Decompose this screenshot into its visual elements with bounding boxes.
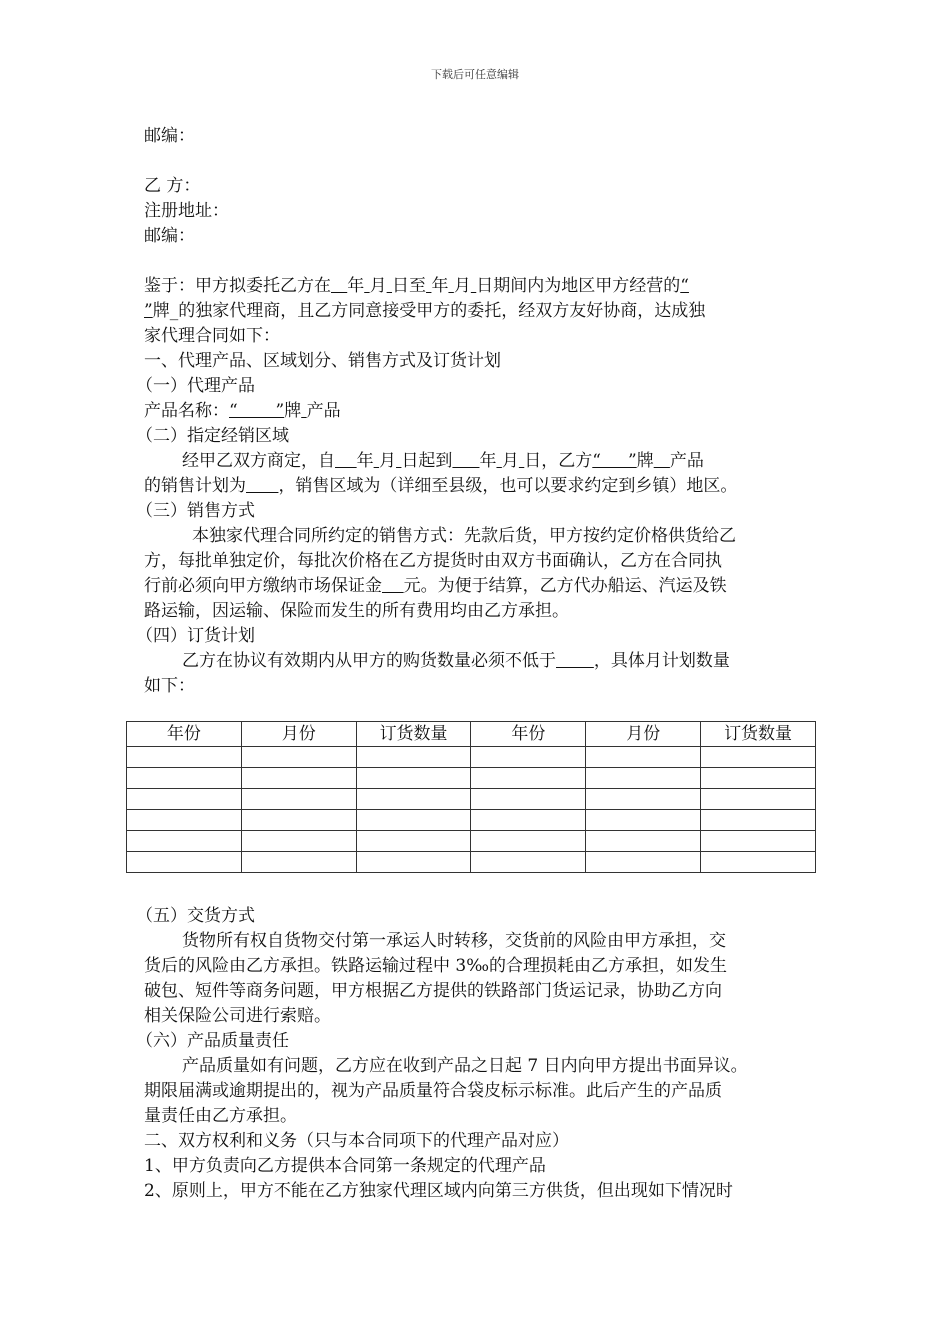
table-row: [127, 810, 816, 831]
plan-line-1: 乙方在协议有效期内从甲方的购货数量必须不低于 ，具体月计划数量: [182, 651, 730, 671]
table-cell: [356, 768, 471, 789]
preamble-line-1: 鉴于：甲方拟委托乙方在 年 月 日至 年 月 日期间内为地区甲方经营的“: [144, 276, 689, 296]
table-cell: [471, 789, 586, 810]
delivery-line-4: 相关保险公司进行索赔。: [144, 1006, 331, 1026]
plan-line-2: 如下：: [144, 676, 195, 696]
party-b-postcode: 邮编：: [144, 226, 195, 246]
sales-line-2: 方，每批单独定价，每批次价格在乙方提货时由双方书面确认，乙方在合同执: [144, 551, 722, 571]
table-cell: [701, 852, 816, 873]
table-header-row: [127, 722, 816, 747]
product-name-line: 产品名称：“ ”牌 产品: [144, 401, 341, 421]
section-2-title: 二、双方权利和义务（只与本合同项下的代理产品对应）: [144, 1131, 569, 1151]
delivery-line-1: 货物所有权自货物交付第一承运人时转移，交货前的风险由甲方承担，交: [182, 931, 726, 951]
table-cell: [241, 789, 356, 810]
table-cell: [127, 747, 242, 768]
sales-line-3: 行前必须向甲方缴纳市场保证金 元。为便于结算，乙方代办船运、汽运及铁: [144, 576, 727, 596]
table-row: [127, 852, 816, 873]
table-cell: [586, 831, 701, 852]
table-header-cell: 订货数量: [356, 722, 471, 747]
section-1-4-title: （四）订货计划: [136, 626, 255, 646]
table-cell: [471, 768, 586, 789]
table-cell: [356, 831, 471, 852]
table-cell: [586, 789, 701, 810]
party-b-address: 注册地址：: [144, 201, 229, 221]
sales-line-4: 路运输，因运输、保险而发生的所有费用均由乙方承担。: [144, 601, 569, 621]
table-cell: [241, 852, 356, 873]
contract-body-bottom: [136, 904, 812, 1204]
table-row: [127, 789, 816, 810]
section-1-3-title: （三）销售方式: [136, 501, 255, 521]
table-cell: [241, 747, 356, 768]
sales-line-1: 本独家代理合同所约定的销售方式：先款后货，甲方按约定价格供货给乙: [192, 526, 736, 546]
section-2-item-2: 2、原则上，甲方不能在乙方独家代理区域内向第三方供货，但出现如下情况时: [144, 1181, 733, 1201]
table-cell: [127, 852, 242, 873]
table-cell: [471, 852, 586, 873]
table-header-cell: 年份: [471, 722, 586, 747]
section-1-1-title: （一）代理产品: [136, 376, 255, 396]
delivery-line-2: 货后的风险由乙方承担。铁路运输过程中 3‰的合理损耗由乙方承担，如发生: [144, 956, 728, 976]
table-cell: [127, 831, 242, 852]
table-cell: [241, 810, 356, 831]
table-cell: [356, 747, 471, 768]
table-cell: [471, 831, 586, 852]
party-b-label: 乙 方：: [144, 176, 201, 196]
table-header-cell: 订货数量: [701, 722, 816, 747]
table-header-cell: 年份: [127, 722, 242, 747]
quality-line-3: 量责任由乙方承担。: [144, 1106, 297, 1126]
table-row: [127, 747, 816, 768]
table-cell: [127, 789, 242, 810]
quality-line-1: 产品质量如有问题，乙方应在收到产品之日起 7 日内向甲方提出书面异议。: [182, 1056, 748, 1076]
table-cell: [356, 789, 471, 810]
table-cell: [471, 747, 586, 768]
table-row: [127, 768, 816, 789]
section-1-2-title: （二）指定经销区域: [136, 426, 289, 446]
table-cell: [356, 852, 471, 873]
table-cell: [701, 810, 816, 831]
table-cell: [701, 789, 816, 810]
table-header-cell: 月份: [241, 722, 356, 747]
table-cell: [127, 810, 242, 831]
table-cell: [586, 747, 701, 768]
contract-body-top: [136, 124, 812, 699]
section-1-title: 一、代理产品、区域划分、销售方式及订货计划: [144, 351, 501, 371]
table-cell: [127, 768, 242, 789]
delivery-line-3: 破包、短件等商务问题，甲方根据乙方提供的铁路部门货运记录，协助乙方向: [144, 981, 722, 1001]
table-cell: [241, 831, 356, 852]
table-cell: [586, 768, 701, 789]
region-line-1: 经甲乙双方商定，自 年 月 日起到 年 月 日，乙方“ ”牌 产品: [182, 451, 704, 471]
quality-line-2: 期限届满或逾期提出的，视为产品质量符合袋皮标示标准。此后产生的产品质: [144, 1081, 722, 1101]
table-cell: [701, 831, 816, 852]
section-1-6-title: （六）产品质量责任: [136, 1031, 289, 1051]
section-2-item-1: 1、甲方负责向乙方提供本合同第一条规定的代理产品: [144, 1156, 546, 1176]
section-1-5-title: （五）交货方式: [136, 906, 255, 926]
table-row: [127, 831, 816, 852]
table-cell: [356, 810, 471, 831]
table-cell: [586, 852, 701, 873]
preamble-line-3: 家代理合同如下：: [144, 326, 280, 346]
table-cell: [241, 768, 356, 789]
party-a-postcode: 邮编：: [144, 126, 195, 146]
region-line-2: 的销售计划为 ，销售区域为（详细至县级，也可以要求约定到乡镇）地区。: [144, 476, 738, 496]
preamble-line-2: ”牌_的独家代理商，且乙方同意接受甲方的委托，经双方友好协商，达成独: [144, 301, 706, 321]
table-cell: [701, 768, 816, 789]
page-header: 下载后可任意编辑: [431, 68, 519, 81]
table-cell: [701, 747, 816, 768]
order-plan-table: [126, 721, 816, 873]
table-header-cell: 月份: [586, 722, 701, 747]
table-cell: [471, 810, 586, 831]
table-cell: [586, 810, 701, 831]
